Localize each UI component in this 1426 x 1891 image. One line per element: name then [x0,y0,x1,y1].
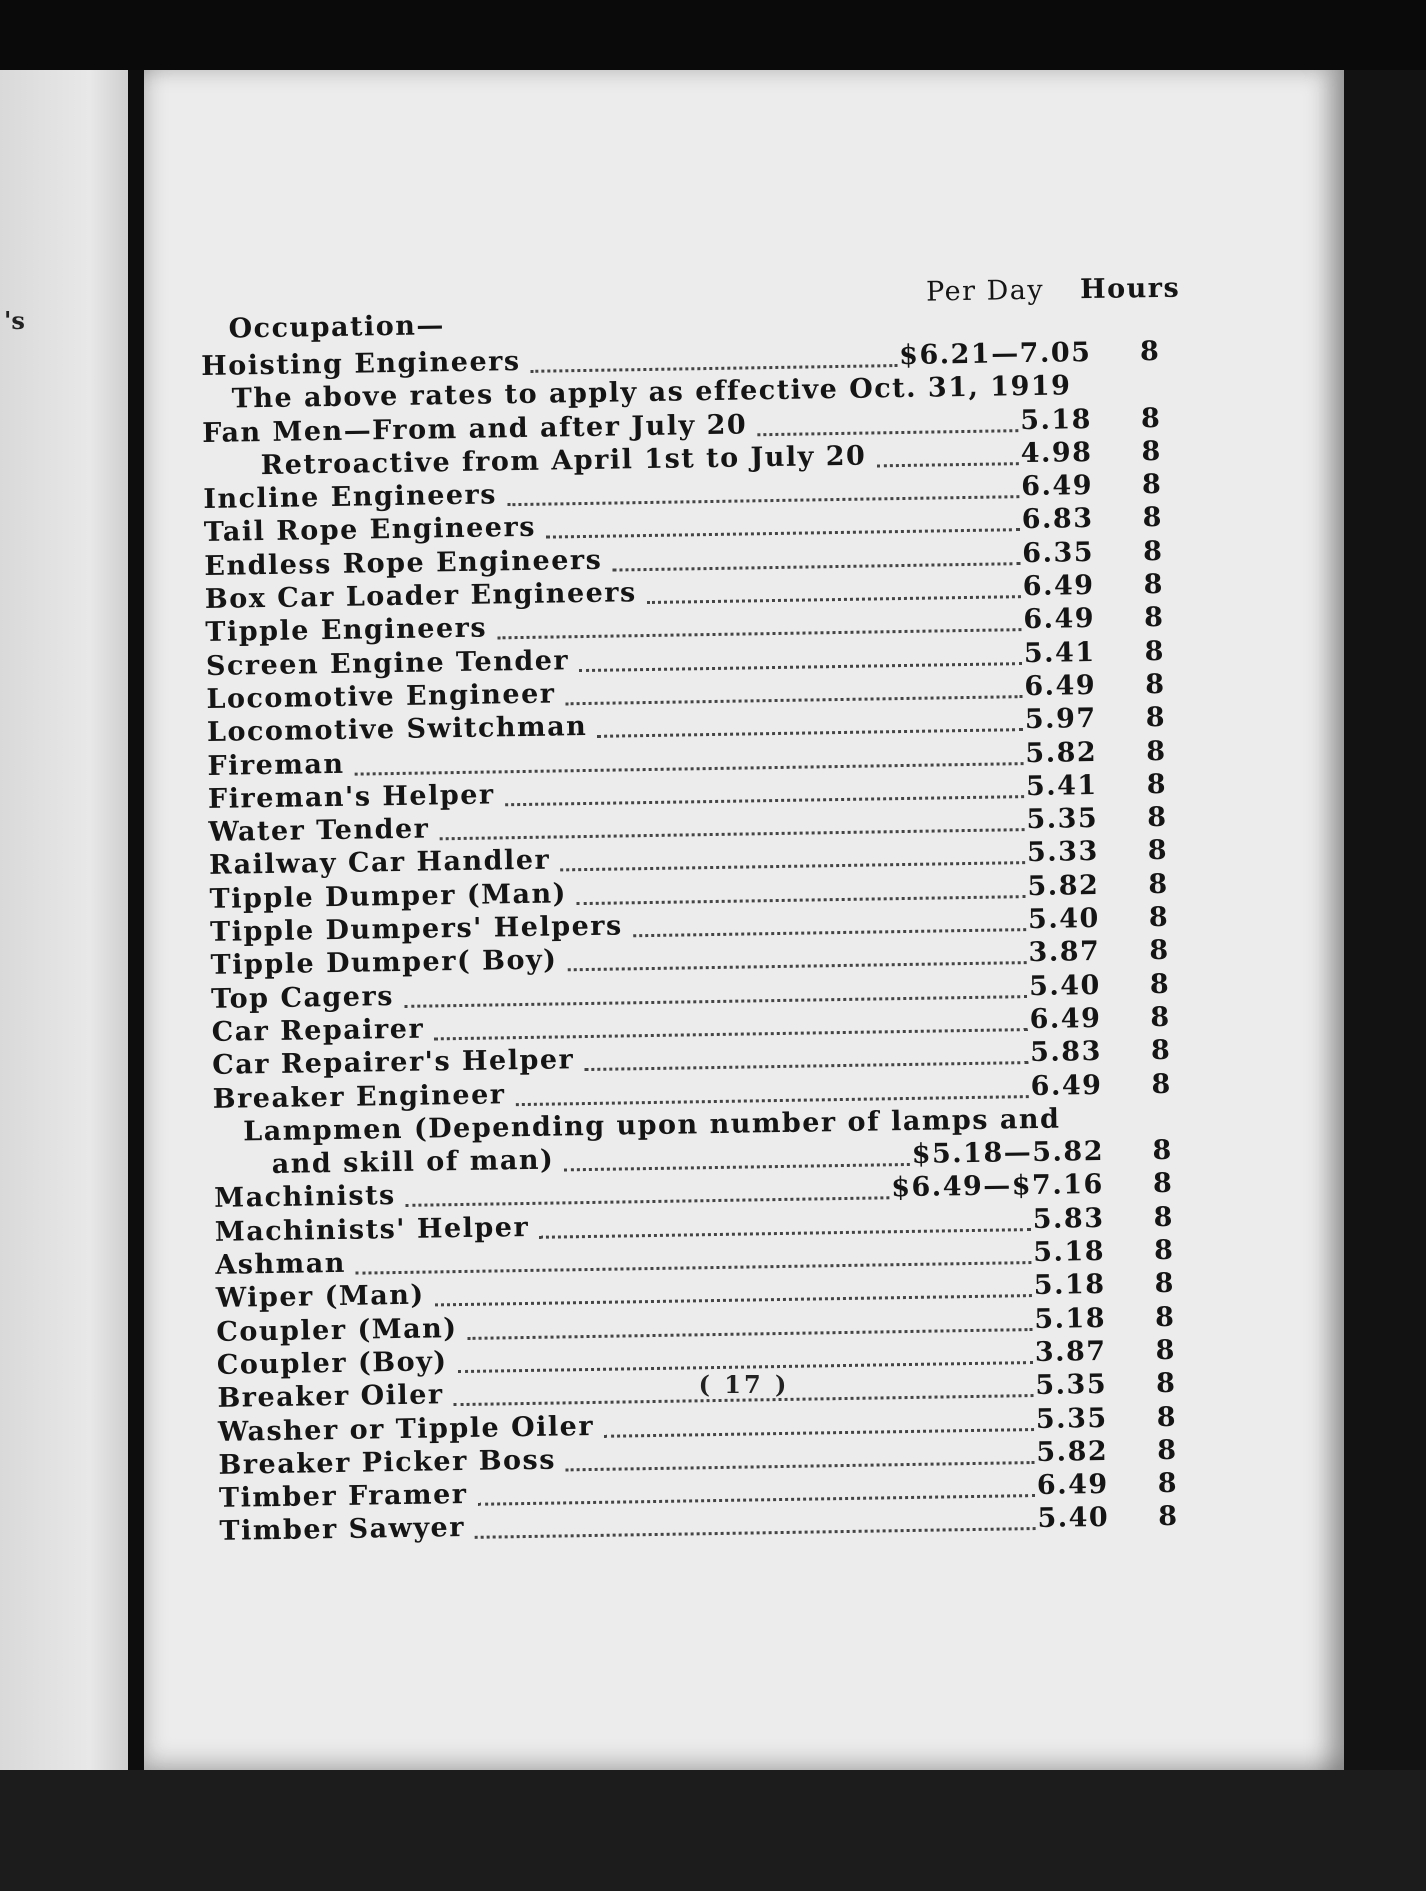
occupation-name: Machinists [214,1180,397,1215]
rate-per-day: 5.33 [1026,836,1099,869]
hours-value: 8 [1150,1001,1171,1034]
rate-per-day: 3.87 [1034,1335,1107,1368]
rate-per-day: 5.41 [1023,636,1096,669]
occupation-name: Washer or Tipple Oiler [217,1410,595,1448]
page-number: ( 17 ) [698,1370,790,1399]
rate-per-day: 5.82 [1027,869,1100,902]
occupation-name: Screen Engine Tender [205,644,570,682]
scan-bottom-border [0,1770,1426,1891]
hours-value: 8 [1151,1068,1173,1100]
occupation-name: Tipple Dumpers' Helpers [209,910,623,948]
occupation-name: Fireman's Helper [207,779,495,815]
hours-value: 8 [1153,1201,1175,1233]
hours-value: 8 [1145,702,1167,734]
hours-value: 8 [1141,435,1163,468]
table-note: The above rates to apply as effective Oct. 31, 1919 [231,370,1072,415]
table-body [201,334,1230,1548]
occupation-name: Railway Car Handler [208,845,551,882]
hours-value: 8 [1154,1301,1176,1333]
hours-value: 8 [1142,535,1164,567]
hours-value: 8 [1156,1401,1178,1433]
hours-value: 8 [1150,1035,1172,1067]
occupation-name: Retroactive from April 1st to July 20 [260,440,867,481]
rate-per-day: 5.82 [1025,736,1098,769]
hours-value: 8 [1146,768,1168,801]
occupation-name: Top Cagers [210,980,395,1015]
rate-per-day: $5.18—5.82 [911,1136,1105,1171]
rate-per-day: 5.83 [1032,1202,1105,1235]
dot-leader [530,331,898,373]
rate-per-day: 6.49 [1023,603,1096,636]
hours-value: 8 [1147,802,1168,834]
hours-value: 8 [1154,1268,1176,1300]
occupation-name: Coupler (Boy) [216,1346,448,1381]
occupation-name: Fireman [207,748,345,782]
occupation-name: and skill of man) [271,1144,555,1181]
hours-value: 8 [1148,868,1169,900]
hours-value: 8 [1144,668,1166,701]
per-day-column-header: Per Day [925,274,1045,308]
occupation-name: Box Car Loader Engineers [204,577,637,616]
occupation-name: Locomotive Switchman [206,711,588,749]
occupation-name: Tipple Dumper (Man) [209,878,568,915]
rate-per-day: 5.35 [1026,803,1099,836]
occupation-name: Hoisting Engineers [200,345,521,382]
hours-value: 8 [1149,968,1171,1000]
hours-value: 8 [1152,1134,1174,1167]
book-gutter [128,70,144,1790]
rate-per-day: 5.97 [1024,703,1097,736]
rate-per-day: 6.35 [1022,536,1095,569]
facing-page-text-fragment: 's [4,306,25,335]
hours-value: 8 [1141,469,1163,501]
occupation-name: Breaker Engineer [212,1078,506,1115]
rate-per-day: 6.49 [1029,1002,1102,1035]
occupation-name: Endless Rope Engineers [204,544,603,582]
rate-per-day: 5.82 [1036,1435,1109,1468]
rate-per-day: 5.18 [1033,1235,1106,1269]
wage-table [200,272,1230,1548]
occupation-name: Breaker Picker Boss [218,1444,557,1481]
rate-per-day: 6.83 [1021,503,1094,536]
hours-value: 8 [1155,1368,1177,1400]
hours-value: 8 [1142,502,1164,534]
occupation-name: Timber Sawyer [219,1512,466,1548]
occupation-name: Car Repairer [211,1013,425,1048]
hours-value: 8 [1152,1168,1174,1200]
hours-value: 8 [1143,602,1165,634]
rate-per-day: 6.49 [1022,570,1095,603]
hours-value: 8 [1144,635,1166,667]
rate-per-day: 5.35 [1035,1402,1108,1435]
rate-per-day: 5.40 [1027,902,1101,936]
occupation-name: Ashman [215,1247,347,1281]
occupation-name: Breaker Oiler [217,1379,444,1415]
occupation-name: Tipple Dumper( Boy) [210,944,558,982]
hours-value: 8 [1139,335,1161,368]
rate-per-day: 6.49 [1020,470,1094,503]
rate-per-day: 5.18 [1033,1269,1106,1302]
hours-value: 8 [1156,1434,1178,1466]
hours-value: 8 [1148,901,1170,934]
rate-per-day: 5.18 [1019,403,1093,436]
hours-value: 8 [1147,835,1169,867]
hours-value: 8 [1149,935,1170,967]
rate-per-day: 6.49 [1030,1069,1103,1102]
dot-leader [474,1494,1035,1539]
hours-column-header: Hours [1079,272,1181,306]
rate-per-day: 5.35 [1035,1369,1108,1402]
rate-per-day: 6.49 [1036,1468,1109,1502]
rate-per-day: $6.21—7.05 [898,337,1092,372]
rate-per-day: 5.40 [1037,1502,1110,1535]
rate-per-day: 6.49 [1024,669,1097,703]
scan-right-border [1344,70,1426,1790]
hours-value: 8 [1140,402,1162,434]
hours-value: 8 [1155,1334,1177,1367]
occupation-name: Wiper (Man) [215,1279,425,1315]
hours-value: 8 [1143,568,1165,601]
facing-page-edge [0,70,128,1790]
occupation-name: Tail Rope Engineers [203,512,537,549]
occupation-name: Machinists' Helper [214,1211,530,1248]
occupation-name: Water Tender [208,813,430,849]
hours-value: 8 [1145,735,1167,767]
occupation-name: Locomotive Engineer [206,678,556,715]
rate-per-day: $6.49—$7.16 [890,1169,1105,1204]
rate-per-day: 5.83 [1029,1036,1103,1069]
scan-top-border [0,0,1426,80]
rate-per-day: 5.40 [1028,969,1102,1002]
dot-leader [515,1062,1029,1106]
occupation-name: Timber Framer [218,1479,468,1514]
occupation-name: Incline Engineers [203,479,498,516]
hours-value: 8 [1158,1501,1179,1533]
occupation-name: Tipple Engineers [205,612,488,649]
occupation-name: Coupler (Man) [216,1312,458,1348]
document-page [144,70,1344,1786]
rate-per-day: 5.18 [1034,1302,1107,1335]
dot-leader [876,429,1019,467]
rate-per-day: 5.41 [1025,769,1098,802]
occupation-column-header: Occupation— [228,310,446,345]
table-note: Lampmen (Depending upon number of lamps and [243,1103,1061,1148]
rate-per-day: 3.87 [1028,936,1101,969]
hours-value: 8 [1153,1234,1175,1267]
occupation-name: Car Repairer's Helper [211,1044,575,1082]
hours-value: 8 [1157,1467,1179,1500]
occupation-name: Fan Men—From and after July 20 [202,409,748,449]
rate-per-day: 4.98 [1020,436,1093,470]
